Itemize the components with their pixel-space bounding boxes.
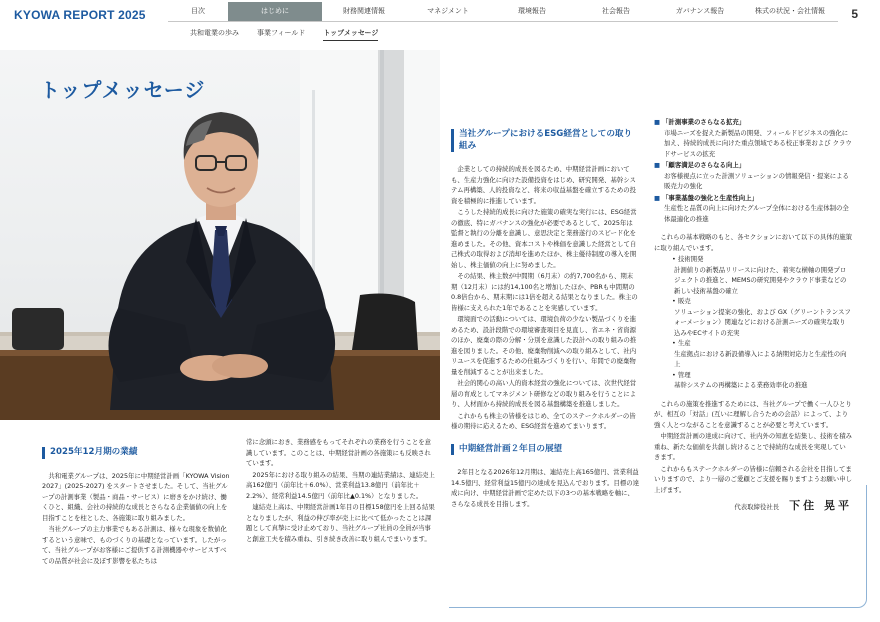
- strategy-bullet-3-body: 生産性と品質の向上に向けたグループ全体における生産体制の全体最適化の推進: [664, 204, 849, 223]
- strategy-bullet-2-title: ■ 「顧客満足のさらなる向上」: [654, 160, 852, 171]
- section-heading-results: 2025年12月期の業績: [42, 447, 232, 459]
- nav-item-management[interactable]: マネジメント: [427, 7, 469, 15]
- strategy-paragraph-4: これからもステークホルダーの皆様に信頼される会社を目指してまいりますので、より一層のご愛顧とご支援を賜りますようお願い申し上げます。: [654, 464, 852, 494]
- results-paragraph-1: 共和電業グループは、2025年に中期経営計画「KYOWA Vision 2027」(2025-2027) をスタートさせました。そして、当社グループの計測事業（製品・商品・サービス）に磨きをかけ続け、働くひと、組織、会社の持続的な成長とさらなる企業価値の向上を目指すことを柱とした、各施策に取り組みました。: [42, 471, 230, 522]
- measure-item-1-title: • 技術開発: [654, 254, 852, 265]
- strategy-paragraph-3: 中期経営計画の達成に向けて、社内外の知恵を結集し、技術を積み重ね、新たな価値を共創し続けることで持続的な成長を実現していきます。: [654, 432, 852, 461]
- nav-item-stock-company[interactable]: 株式の状況・会社情報: [755, 7, 825, 15]
- column-strategy: [654, 117, 852, 513]
- esg-paragraph-5: 社会的関心の高い人的資本経営の強化については、次世代経営層の育成としてマネジメント研修などの取り組みを行うことにより、人材面から持続的成長を図る基盤構築を推進しました。: [451, 379, 637, 408]
- section-heading-mtp: 中期経営計画２年目の展望: [451, 444, 639, 456]
- column-results-right: [246, 437, 436, 545]
- mtp-paragraph-1: 2年目となる2026年12月期は、連結売上高165億円、営業利益14.5億円、経常利益15億円の達成を見込んでおります。目標の達成に向け、中期経営計画で定めた以下の3つの基本戦略を軸に、さらなる成長を目指します。: [451, 468, 640, 508]
- subnav-item-top-message[interactable]: トップメッセージ: [323, 28, 378, 41]
- strategy-paragraph-2: これらの施策を推進するためには、当社グループで働く一人ひとりが、相互の「対話」(互いに理解し合うための会話）によって、より強く人とつながることを意識することが必要と考えています。: [654, 399, 852, 429]
- results-paragraph-4: 2025年における取り組みの結果、当期の連結業績は、連結売上高162億円（前年比＋6.0%）、営業利益13.8億円（前年比＋2.2%）、経常利益14.5億円（前年比▲0.1%）となりました。: [246, 470, 435, 500]
- strategy-paragraph-1: これらの基本戦略のもと、各セクションにおいて以下の具体的施策に取り組んでいます。: [654, 233, 852, 252]
- column-esg: [451, 129, 639, 510]
- president-photo: [0, 50, 440, 420]
- page-title: トップメッセージ: [40, 78, 206, 102]
- page-number: 5: [851, 7, 858, 21]
- esg-paragraph-6: これからも株主の皆様をはじめ、全てのステークホルダーの皆様の期待に応えるため、ESG経営を進めてまいります。: [451, 411, 636, 430]
- measure-item-4-title: • 管理: [654, 370, 852, 381]
- section-heading-esg: 当社グループにおけるESG経営としての取り組み: [451, 129, 639, 152]
- nav-item-introduction[interactable]: はじめに: [228, 2, 322, 21]
- measure-item-3-body: 生産拠点における新設備導入による納期対応力と生産性の向上: [674, 349, 847, 368]
- measure-item-2-body: ソリューション提案の強化、および GX（グリーントランスフォーメーション）関連などにおける計測ニーズの確実な取り込みやECサイトの充実: [674, 307, 851, 337]
- nav-item-financial[interactable]: 財務関連情報: [343, 7, 385, 15]
- sub-nav: [190, 28, 378, 41]
- top-nav: [168, 2, 838, 21]
- signature: [654, 501, 852, 513]
- esg-paragraph-2: こうした持続的成長に向けた施策の確実な実行には、ESG経営の徹底、特にガバナンスの強化が必要であるとして、2025年は監督と執行の分離を意識し、意思決定と業務遂行のスピード化を進めました。その他、資本コストや株価を意識した経営として自己株式の取得および消却を進めたほか、株主優待制度の導入を開始し、株主価値の向上に努めました。: [451, 208, 637, 269]
- results-paragraph-2: 当社グループの主力事業でもある計測は、様々な現象を数値化するという意味で、ものづくりの基礎となっています。したがって、当社グループがお客様にご提供する計測機器やサービスすべての品質が社会に及ぼす影響を私たちは: [42, 525, 227, 565]
- measure-item-3-title: • 生産: [654, 338, 852, 349]
- nav-divider: [168, 21, 838, 22]
- strategy-bullet-2-body: お客様視点に立った計測ソリューションの情報発信・提案による販売力の強化: [664, 171, 849, 190]
- measure-item-2-title: • 販売: [654, 296, 852, 307]
- measure-item-1-body: 計測値りの新製品リリースに向けた、着実な横軸の開発プロジェクトの推進と、MEMSの研究開発やクラウド事業などの新しい技術基盤の確立: [674, 265, 847, 295]
- esg-paragraph-3: その結果、株主数が中間期（6月末）の約7,700名から、期末期（12月末）には約14,100名と増加したほか、PBRも中間期の0.8倍台から、期末期には1倍を超える結果となりました。株主の皆様に支えられた1年であることを実感しています。: [451, 272, 638, 312]
- measure-item-4-body: 基幹システムの再構築による業務効率化の推進: [674, 381, 808, 389]
- nav-item-contents[interactable]: 目次: [191, 7, 205, 15]
- nav-item-governance[interactable]: ガバナンス報告: [675, 7, 725, 15]
- strategy-bullet-3-title: ■ 「事業基盤の強化と生産性向上」: [654, 193, 852, 204]
- nav-item-social[interactable]: 社会報告: [602, 7, 630, 15]
- president-illustration: [0, 50, 440, 420]
- nav-item-environment[interactable]: 環境報告: [518, 7, 546, 15]
- column-results-left: [42, 447, 232, 567]
- results-paragraph-3: 常に念頭におき、業務感をもってそれぞれの業務を行うことを意識しています。このことは、中期経営計画の各施策にも反映されています。: [246, 438, 432, 467]
- subnav-item-history[interactable]: 共和電業の歩み: [190, 29, 239, 37]
- strategy-bullet-1-body: 市場ニーズを捉えた新製品の開発、フィールドビジネスの強化に加え、持続的成長に向けた重点領域である校正事業および クラウドサービスの拡充: [664, 128, 852, 158]
- results-paragraph-5: 連結売上高は、中期経営計画1年目の目標158億円を上回る結果となりましたが、利益の伸び率が売上に比べて低かったことは課題として真摯に受け止めており、当社グループ社員の全員が当事と創意工夫を積み重ね、引き続き改善に取り組んでまいります。: [246, 503, 435, 543]
- signature-name: 下住 晃平: [789, 499, 852, 512]
- strategy-bullet-1-title: ■ 「計測事業のさらなる拡充」: [654, 117, 852, 128]
- subnav-item-business-fields[interactable]: 事業フィールド: [257, 29, 306, 37]
- esg-paragraph-1: 企業としての持続的成長を図るため、中期経営計画においても、生産力強化に向けた設備投資をはじめ、研究開発、基幹システム再構築、人的投資など、将来の収益基盤を確立するための投資を積極的に推進しています。: [451, 165, 637, 205]
- esg-paragraph-4: 環境面での活動については、環境負荷の少ない製品づくりを進めるため、設計段階での環境審査項目を見直し、省エネ・省資源のほか、廃棄の際の分解・分別を意識した設計への取り組みの推進を図りました。その他、廃棄物削減への取り組みとして、社内リユースを促進するための仕組みづくりを行い、年間での廃棄物量を削減することが出来ました。: [451, 315, 637, 376]
- report-title: KYOWA REPORT 2025: [14, 8, 146, 22]
- signature-role: 代表取締役社長: [734, 503, 780, 511]
